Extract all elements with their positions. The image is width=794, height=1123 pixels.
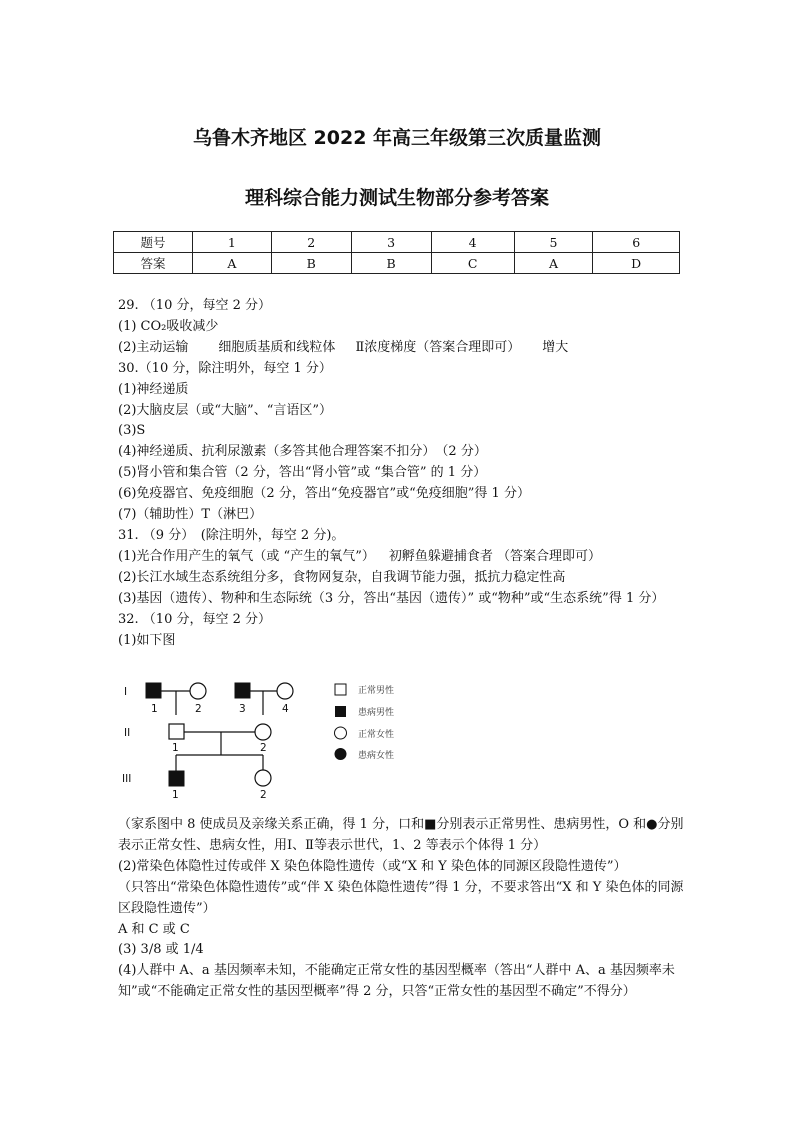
table-cell: 1 [193,232,272,253]
q32-note-1: （家系图中 8 使成员及亲缘关系正确，得 1 分，口和■分别表示正常男性、患病男性，O 和●分别表示正常女性、患病女性，用Ⅰ、Ⅱ等表示世代，1、2 等表示个体得 1 分） [118,817,684,853]
page-subtitle: 理科综合能力测试生物部分参考答案 [244,187,549,209]
q30-header: 30.（10 分，除注明外，每空 1 分） [118,360,332,376]
individual-id: 4 [282,703,289,715]
individual-id: 2 [195,703,202,715]
individual-id: 2 [260,742,267,754]
table-cell: 4 [431,232,514,253]
legend-affected-female-icon [335,748,347,760]
individual-id: 1 [151,703,158,715]
table-cell: 3 [351,232,431,253]
table-cell: A [193,253,272,274]
q30-line-4: (4)神经递质、抗利尿激素（多答其他合理答案不扣分） （2 分） [118,444,487,460]
q31-answer-a: (1)光合作用产生的氧气（或 “产生的氧气”） [118,548,375,564]
q30-line-1: (1)神经递质 [118,381,189,397]
q29-answer-a: (2)主动运输 [118,339,189,355]
individual-id: 1 [172,789,179,801]
individual-id: 3 [239,703,246,715]
q32-line-5: (4)人群中 A、a 基因频率未知，不能确定正常女性的基因型概率（答出“人群中 A、a 基因频率未知”或“不能确定正常女性的基因型概率”得 2 分，只答“正常女性的基因型不确定”不得分） [118,963,675,1000]
individual-id: 1 [172,742,179,754]
q31-answer-b: 初孵鱼躲避捕食者 （答案合理即可） [388,548,601,564]
q32-line-1: (1)如下图 [118,632,176,648]
legend-label: 患病女性 [358,751,395,761]
answers-block-2 [118,815,684,1003]
legend-label: 正常女性 [358,730,395,740]
q29-line-1: (1) CO₂吸收减少 [118,318,219,334]
legend-label: 正常男性 [358,686,395,696]
table-row [114,253,680,274]
pedigree-diagram [118,676,418,801]
q30-line-3: (3)S [118,423,146,439]
q32-line-2: (2)常染色体隐性过传或伴 X 染色体隐性遗传（或“X 和 Y 染色体的同源区段隐性遗传”） [118,858,627,874]
table-cell: C [431,253,514,274]
answers-block-1 [118,296,684,651]
table-cell: 答案 [114,253,193,274]
table-cell: D [593,253,680,274]
table-row [114,232,680,253]
q29-header: 29. （10 分，每空 2 分） [118,298,272,313]
normal-male-ii1 [169,724,184,739]
generation-label-ii: II [124,727,131,739]
q29-line-2 [118,338,684,359]
q31-line-1 [118,547,684,568]
generation-label-iii: III [122,773,132,785]
affected-male-i3 [235,683,250,698]
legend-affected-male-icon [335,706,346,717]
table-cell: A [514,253,593,274]
q32-line-4: (3) 3/8 或 1/4 [118,942,204,958]
table-cell: 6 [593,232,680,253]
q32-header: 32. （10 分，每空 2 分） [118,611,272,627]
individual-id: 2 [260,789,267,801]
normal-female-ii2 [255,724,271,740]
q32-line-3: A 和 C 或 C [118,921,190,937]
table-cell: B [351,253,431,274]
affected-male-iii1 [169,771,184,786]
q29-answer-d: 增大 [542,339,569,355]
table-cell: B [271,253,351,274]
q31-header: 31. （9 分） (除注明外，每空 2 分)。 [118,527,345,543]
q30-line-6: (6)免疫器官、免疫细胞（2 分，答出“免疫器官”或“免疫细胞”得 1 分） [118,486,530,502]
q29-answer-b: 细胞质基质和线粒体 [218,339,336,355]
table-cell: 5 [514,232,593,253]
q31-line-3: (3)基因（遗传）、物种和生态际统（3 分，答出“基因（遗传）” 或“物种”或“生态系统”得 1 分） [118,590,665,606]
table-cell: 题号 [114,232,193,253]
q32-note-2: （只答出“常染色体隐性遗传”或“伴 X 染色体隐性遗传”得 1 分，不要求答出“X 和 Y 染色体的同源区段隐性遗传”） [118,879,684,916]
q29-answer-c: Ⅱ浓度梯度（答案合理即可） [355,339,521,355]
normal-female-i2 [190,683,206,699]
q30-line-5: (5)肾小管和集合管（2 分，答出“肾小管”或 “集合管” 的 1 分） [118,465,487,481]
q30-line-7: (7)（辅助性）T（淋巴） [118,507,263,523]
page-title: 乌鲁木齐地区 2022 年高三年级第三次质量监测 [192,127,602,149]
generation-label-i: I [124,686,128,698]
legend-normal-male-icon [335,684,346,695]
affected-male-i1 [146,683,161,698]
q31-line-2: (2)长江水域生态系统组分多，食物网复杂，自我调节能力强，抵抗力稳定性高 [118,569,566,585]
normal-female-i4 [277,683,293,699]
normal-female-iii2 [255,770,271,786]
legend-normal-female-icon [335,727,347,739]
table-cell: 2 [271,232,351,253]
legend-label: 患病男性 [358,708,395,718]
answer-table [113,231,680,274]
q30-line-2: (2)大脑皮层（或“大脑”、“言语区”） [118,402,332,418]
